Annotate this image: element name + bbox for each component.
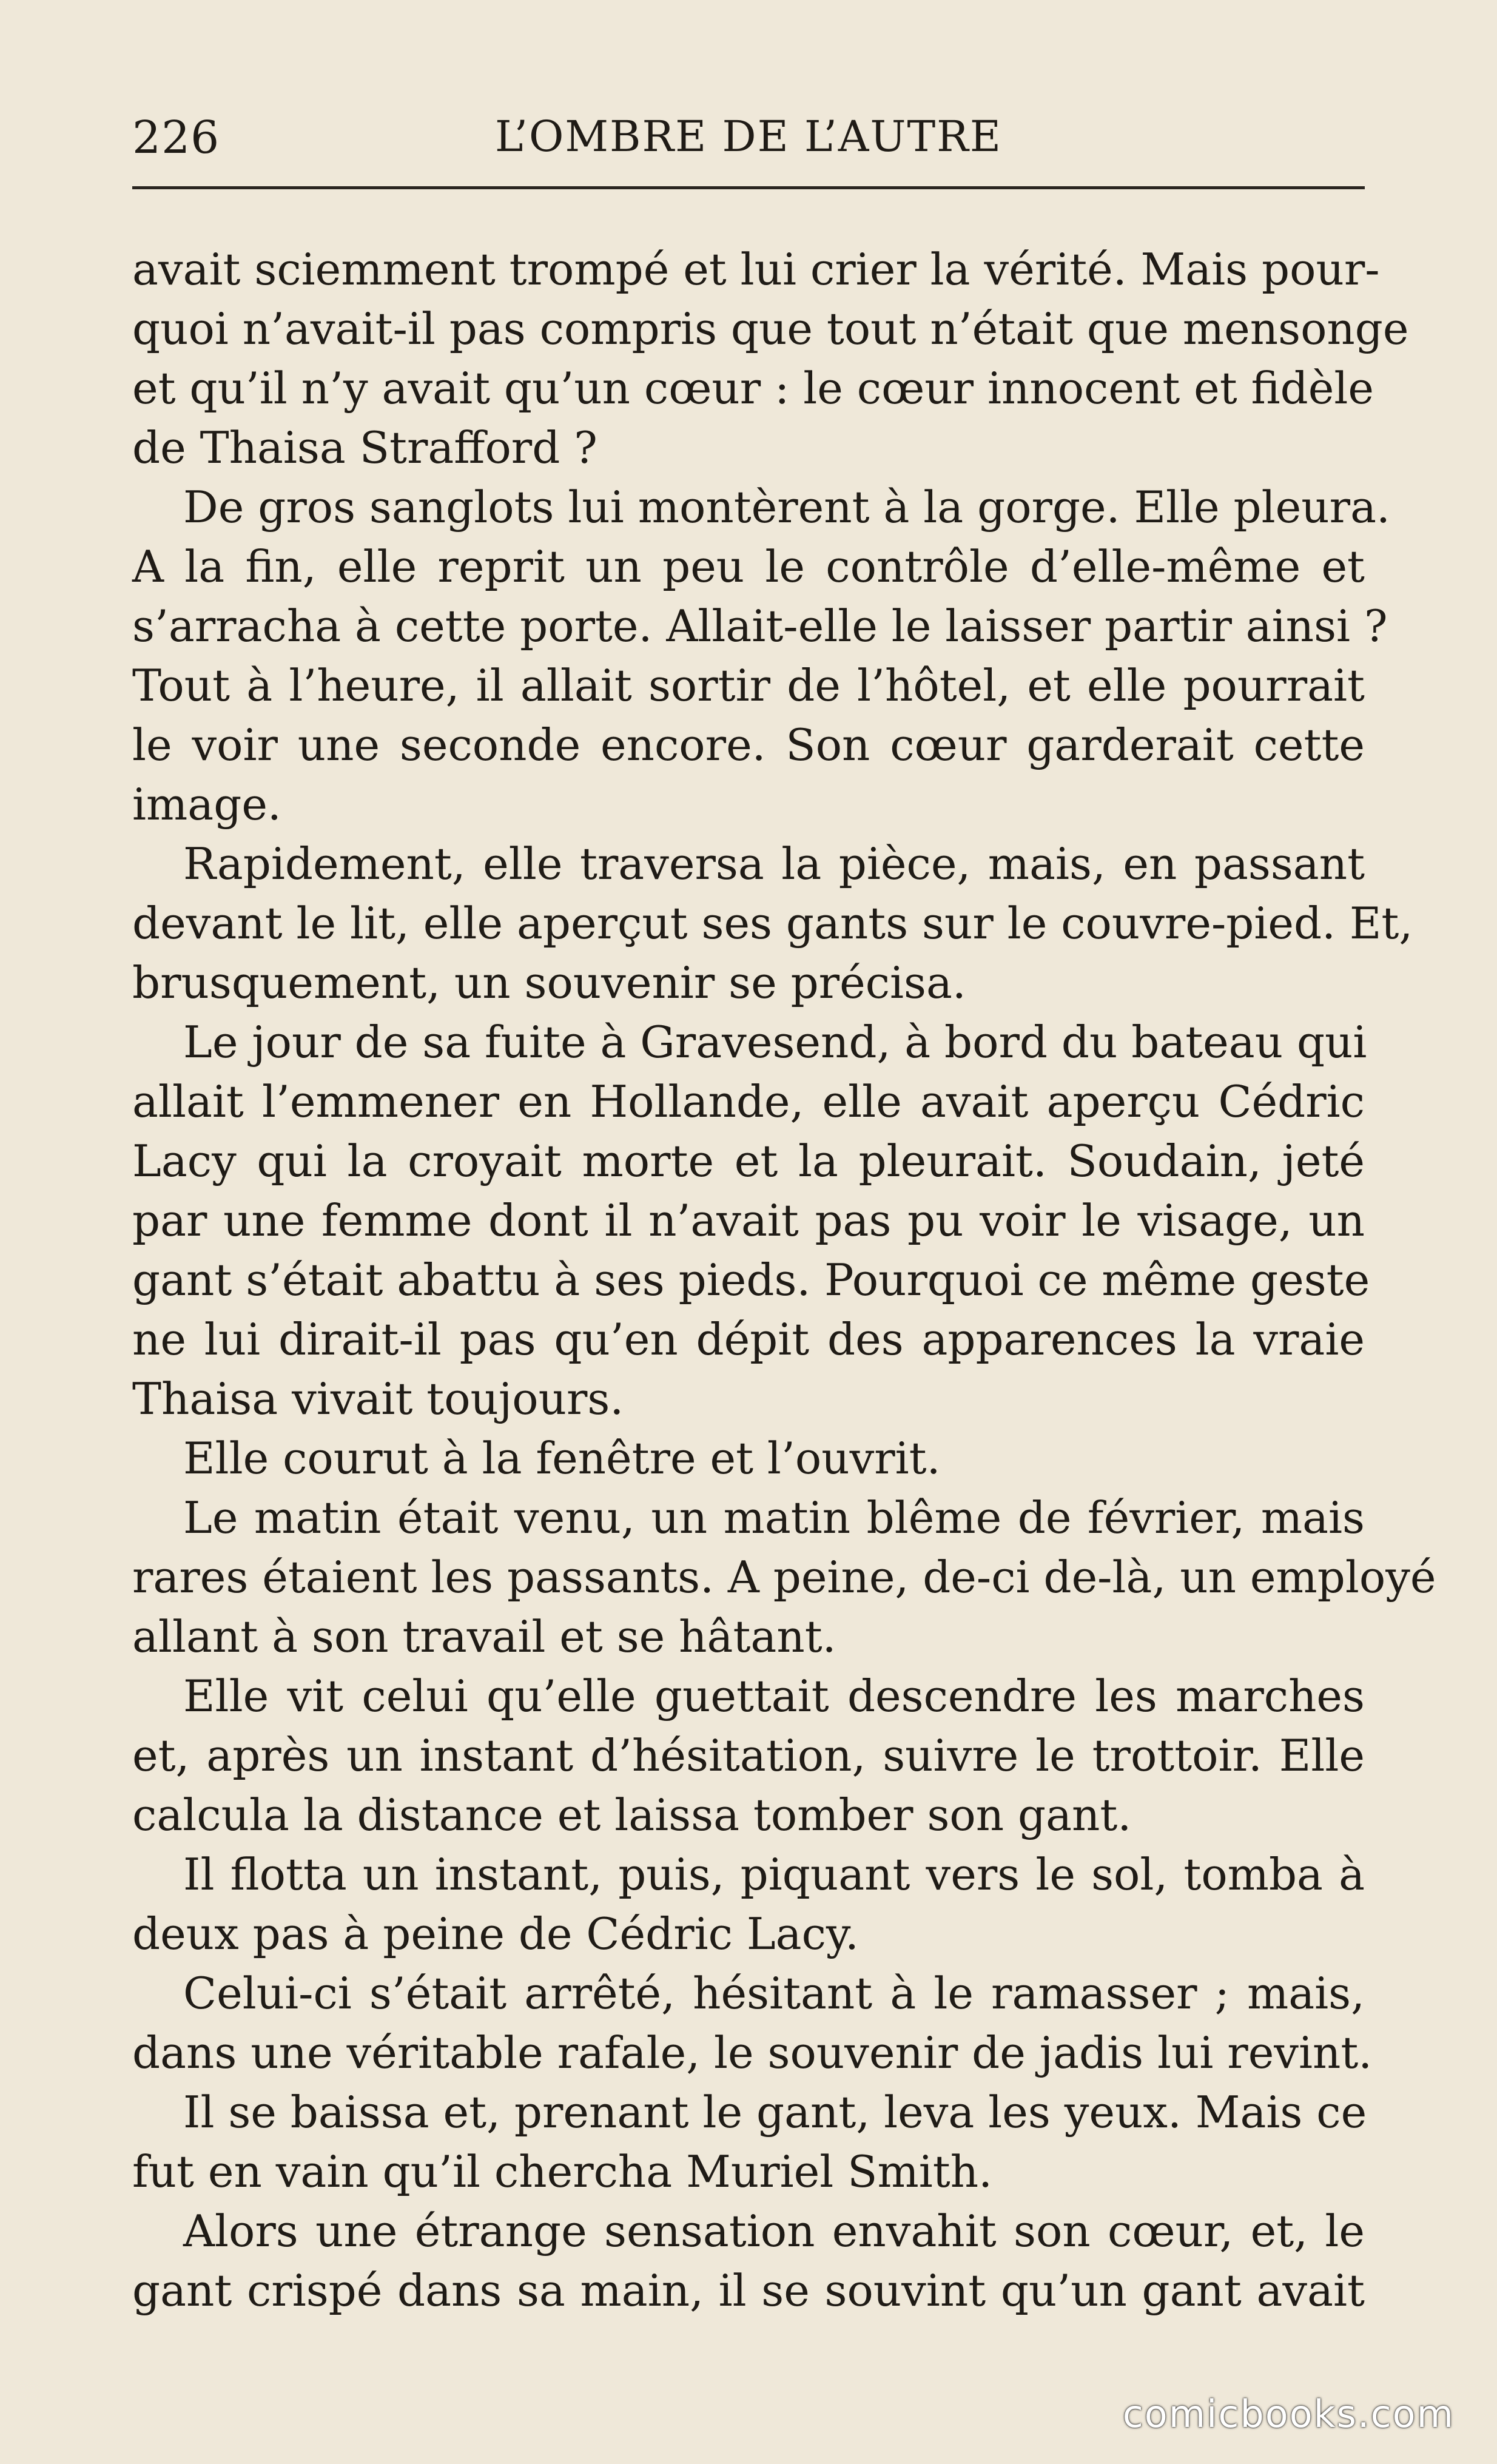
text-line: rares étaient les passants. A peine, de-ci de-là, un employé bbox=[132, 1552, 1436, 1603]
text-line: fut en vain qu’il chercha Muriel Smith. bbox=[132, 2146, 992, 2197]
text-line: brusquement, un souvenir se précisa. bbox=[132, 957, 966, 1008]
text-line: allant à son travail et se hâtant. bbox=[132, 1611, 836, 1662]
paragraph bbox=[132, 1488, 1436, 1666]
text-line: Rapidement, elle traversa la pièce, mais, en passant bbox=[183, 838, 1365, 889]
text-line: A la fin, elle reprit un peu le contrôle d’elle-même et bbox=[132, 541, 1365, 592]
paragraph bbox=[132, 477, 1390, 834]
page-header bbox=[132, 104, 1365, 171]
text-line: ne lui dirait-il pas qu’en dépit des apparences la vraie bbox=[132, 1314, 1365, 1365]
text-line: de Thaisa Strafford ? bbox=[132, 422, 597, 473]
text-line: calcula la distance et laissa tomber son gant. bbox=[132, 1789, 1132, 1840]
running-head: L’OMBRE DE L’AUTRE bbox=[495, 112, 1002, 161]
text-line: Thaisa vivait toujours. bbox=[132, 1373, 624, 1424]
paragraph bbox=[132, 834, 1413, 1012]
text-line: et, après un instant d’hésitation, suivre le trottoir. Elle bbox=[132, 1730, 1365, 1781]
text-line: Elle vit celui qu’elle guettait descendre les marches bbox=[183, 1671, 1365, 1722]
text-line: Elle courut à la fenêtre et l’ouvrit. bbox=[183, 1433, 941, 1484]
paragraph bbox=[132, 1964, 1373, 2082]
body-text bbox=[132, 240, 1436, 2320]
text-line: et qu’il n’y avait qu’un cœur : le cœur innocent et fidèle bbox=[132, 363, 1374, 414]
text-line: Il se baissa et, prenant le gant, leva les yeux. Mais ce bbox=[183, 2087, 1367, 2138]
paragraph bbox=[132, 240, 1409, 477]
text-line: Le jour de sa fuite à Gravesend, à bord du bateau qui bbox=[183, 1017, 1367, 1068]
paragraph bbox=[132, 1845, 1365, 1964]
text-line: Il flotta un instant, puis, piquant vers le sol, tomba à bbox=[183, 1849, 1365, 1900]
text-line: devant le lit, elle aperçut ses gants sur le couvre-pied. Et, bbox=[132, 898, 1413, 949]
text-line: allait l’emmener en Hollande, elle avait aperçu Cédric bbox=[132, 1076, 1365, 1127]
text-line: Lacy qui la croyait morte et la pleurait. Soudain, jeté bbox=[132, 1136, 1365, 1187]
text-line: Celui-ci s’était arrêté, hésitant à le ramasser ; mais, bbox=[183, 1968, 1365, 2019]
text-line: gant s’était abattu à ses pieds. Pourquoi ce même geste bbox=[132, 1254, 1370, 1305]
paragraph bbox=[132, 1429, 1365, 1488]
header-rule bbox=[132, 186, 1365, 189]
paragraph bbox=[132, 1012, 1370, 1429]
text-line: De gros sanglots lui montèrent à la gorge. Elle pleura. bbox=[183, 482, 1390, 533]
text-line: Tout à l’heure, il allait sortir de l’hôtel, et elle pourrait bbox=[132, 660, 1365, 711]
paragraph bbox=[132, 2082, 1365, 2201]
text-line: avait sciemment trompé et lui crier la vérité. Mais pour- bbox=[132, 244, 1380, 295]
text-line: image. bbox=[132, 779, 281, 830]
page-number: 226 bbox=[132, 112, 220, 164]
paragraph bbox=[132, 2201, 1365, 2320]
text-line: s’arracha à cette porte. Allait-elle le laisser partir ainsi ? bbox=[132, 601, 1388, 651]
text-line: quoi n’avait-il pas compris que tout n’était que mensonge bbox=[132, 303, 1409, 354]
text-line: par une femme dont il n’avait pas pu voir le visage, un bbox=[132, 1195, 1365, 1246]
text-line: deux pas à peine de Cédric Lacy. bbox=[132, 1908, 859, 1959]
text-line: Le matin était venu, un matin blême de février, mais bbox=[183, 1492, 1365, 1543]
text-line: le voir une seconde encore. Son cœur garderait cette bbox=[132, 719, 1365, 770]
text-line: Alors une étrange sensation envahit son cœur, et, le bbox=[183, 2206, 1365, 2257]
paragraph bbox=[132, 1666, 1365, 1845]
watermark: comicbooks.com bbox=[1122, 2392, 1455, 2436]
text-line: dans une véritable rafale, le souvenir de jadis lui revint. bbox=[132, 2027, 1373, 2078]
text-line: gant crispé dans sa main, il se souvint qu’un gant avait bbox=[132, 2265, 1365, 2316]
